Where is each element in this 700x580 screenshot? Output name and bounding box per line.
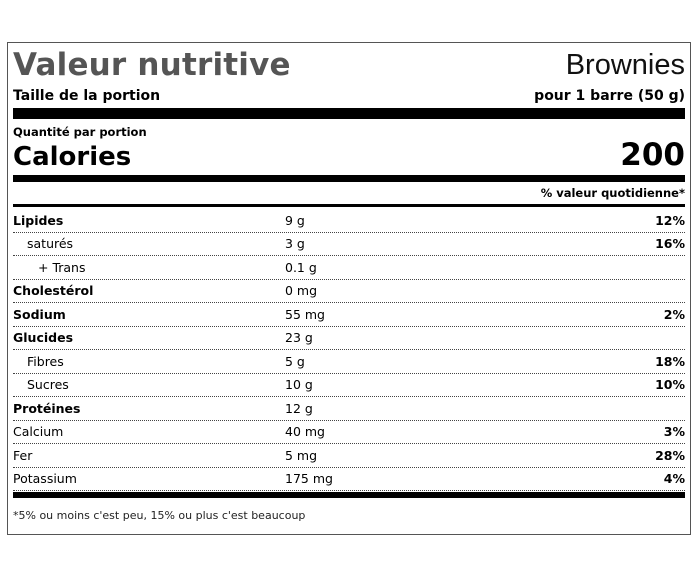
serving-size-row: [13, 86, 685, 106]
nutrient-qty: 175 mg: [285, 471, 333, 487]
bottom-divider: [13, 492, 685, 498]
nutrient-row-lipides: [13, 209, 685, 233]
daily-value-header: % valeur quotidienne*: [13, 182, 685, 207]
medium-divider: [13, 175, 685, 182]
serving-size-label: Taille de la portion: [13, 88, 161, 104]
nutrient-row-potassium: [13, 468, 685, 492]
nutrient-pct: 12%: [655, 212, 685, 228]
amount-per-serving: Quantité par portion: [13, 125, 147, 139]
nutrient-name: Sodium: [13, 306, 66, 322]
nutrient-qty: 55 mg: [285, 306, 325, 322]
nutrient-qty: 10 g: [285, 377, 313, 393]
nutrient-list: [13, 209, 685, 491]
nutrient-pct: 10%: [655, 377, 685, 393]
nutrient-pct: 4%: [663, 471, 685, 487]
nutrient-name: Protéines: [13, 400, 81, 416]
nutrient-row-fibres: [13, 350, 685, 374]
nutrient-name: saturés: [27, 236, 74, 252]
nutrient-row-glucides: [13, 327, 685, 351]
nutrient-qty: 5 g: [285, 353, 305, 369]
nutrient-name: Sucres: [27, 377, 69, 393]
nutrient-name: Potassium: [13, 471, 77, 487]
nutrient-pct: 28%: [655, 447, 685, 463]
nutrient-row-proteines: [13, 397, 685, 421]
nutrient-qty: 9 g: [285, 212, 305, 228]
label-header: [13, 43, 685, 84]
nutrient-row-trans: [13, 256, 685, 280]
product-name: Brownies: [565, 49, 685, 81]
nutrient-qty: 23 g: [285, 330, 313, 346]
nutrient-row-sodium: [13, 303, 685, 327]
serving-size-value: pour 1 barre (50 g): [534, 88, 685, 104]
nutrient-name: Calcium: [13, 424, 64, 440]
calories-label: Calories: [13, 142, 132, 172]
nutrient-name: Lipides: [13, 212, 64, 228]
footnote: *5% ou moins c'est peu, 15% ou plus c'est beaucoup: [13, 509, 306, 522]
nutrient-name: Fer: [13, 447, 33, 463]
nutrient-name: + Trans: [38, 259, 86, 275]
nutrient-row-satures: [13, 233, 685, 257]
nutrient-row-fer: [13, 444, 685, 468]
calories-row: [13, 138, 685, 174]
nutrient-row-cholesterol: [13, 280, 685, 304]
nutrient-qty: 12 g: [285, 400, 313, 416]
nutrient-pct: 2%: [663, 306, 685, 322]
nutrient-qty: 0 mg: [285, 283, 318, 299]
nutrient-pct: 18%: [655, 353, 685, 369]
nutrient-qty: 0.1 g: [285, 259, 317, 275]
nutrient-row-calcium: [13, 421, 685, 445]
nutrient-qty: 40 mg: [285, 424, 325, 440]
nutrient-pct: 16%: [655, 236, 685, 252]
calories-value: 200: [620, 137, 685, 173]
nutrient-qty: 3 g: [285, 236, 305, 252]
nutrient-name: Glucides: [13, 330, 74, 346]
thick-divider: [13, 108, 685, 119]
nutrient-pct: 3%: [663, 424, 685, 440]
label-title: Valeur nutritive: [13, 47, 291, 83]
nutrient-qty: 5 mg: [285, 447, 318, 463]
nutrient-row-sucres: [13, 374, 685, 398]
nutrient-name: Fibres: [27, 353, 64, 369]
nutrition-facts-label: [7, 42, 691, 535]
nutrient-name: Cholestérol: [13, 283, 94, 299]
